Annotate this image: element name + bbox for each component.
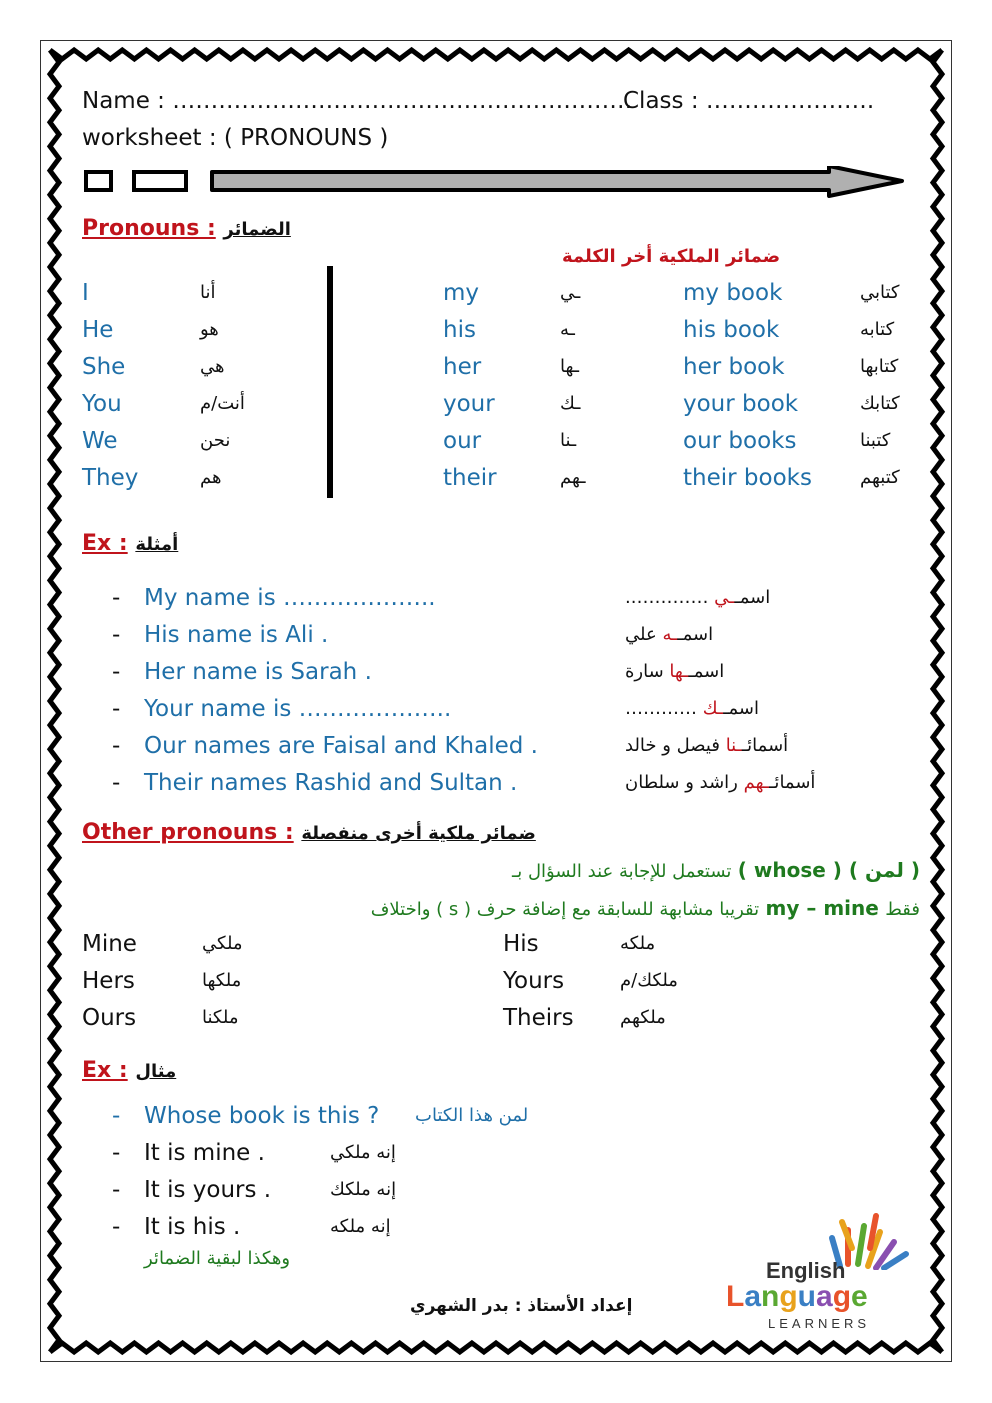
example-sentence-ar xyxy=(625,624,713,645)
example2-sentence-en: Whose book is this ? xyxy=(144,1103,380,1129)
subject-pronoun-ar: أنت/م xyxy=(200,393,245,414)
example2-sentence-ar: لمن هذا الكتاب xyxy=(415,1105,529,1126)
example-sentence-en: Their names Rashid and Sultan . xyxy=(144,770,518,796)
example-ar-rest: سارة xyxy=(625,661,670,682)
example-ar-suffix: ـي xyxy=(714,587,735,608)
subject-pronoun-ar: نحن xyxy=(200,430,231,451)
possessive-phrase: your book xyxy=(683,391,799,417)
possessive-phrase: our books xyxy=(683,428,797,454)
logo-letter: u xyxy=(797,1280,816,1313)
subject-pronoun-en: You xyxy=(82,391,122,417)
other-pronouns-heading-en: Other pronouns : xyxy=(82,820,294,845)
possessive-pronoun-ar: ملكهم xyxy=(620,1007,666,1028)
example-dash: - xyxy=(112,622,121,648)
border-zigzag-edge xyxy=(50,50,59,1352)
pronouns-heading-en: Pronouns : xyxy=(82,216,216,241)
example-ar-stem: اسمـ xyxy=(723,698,759,719)
example2-sentence-ar: إنه ملكي xyxy=(330,1142,396,1163)
example2-dash: - xyxy=(112,1140,121,1166)
possessive-pronoun-en: Yours xyxy=(503,968,565,994)
note-mine-en: my – mine xyxy=(765,896,879,920)
possessive-pronoun-ar: ملكها xyxy=(202,970,242,991)
example2-dash: - xyxy=(112,1177,121,1203)
example2-sentence-ar: إنه ملكك xyxy=(330,1179,397,1200)
possessive-adjective: their xyxy=(443,465,497,491)
pronouns-heading-ar: الضمائر xyxy=(223,219,291,240)
worksheet-page xyxy=(70,68,922,1334)
note-mine-ar: تقريبا مشابهة للسابقة مع إضافة حرف ( s ) واختلاف xyxy=(370,899,760,920)
logo-letter: a xyxy=(744,1280,762,1313)
example-sentence-en: Her name is Sarah . xyxy=(144,659,372,685)
examples1-heading xyxy=(82,531,178,556)
example-dash: - xyxy=(112,770,121,796)
logo-letter: g xyxy=(832,1280,852,1313)
subject-pronoun-en: I xyxy=(82,280,89,306)
possessive-adjective: my xyxy=(443,280,480,306)
possessive-arabic-word: كتابها xyxy=(860,356,899,377)
other-pronouns-heading-ar: ضمائر ملكية أخرى منفصلة xyxy=(301,823,536,844)
example-ar-rest: ………….. xyxy=(625,587,715,608)
example-ar-stem: أسمائـ xyxy=(741,735,789,756)
possessive-pronoun-ar: ملكه xyxy=(620,933,656,954)
example-sentence-en: Your name is ……………….. xyxy=(144,696,452,722)
example-ar-rest: فيصل و خالد xyxy=(625,735,726,756)
example-dash: - xyxy=(112,585,121,611)
note-whose xyxy=(512,858,920,882)
example-ar-suffix: ـه xyxy=(662,624,678,645)
arrow-graphic xyxy=(84,166,906,198)
possessive-adjective: your xyxy=(443,391,495,417)
example-ar-stem: اسمـ xyxy=(734,587,771,608)
note-whose-ar: تستعمل للإجابة عند السؤال بـ xyxy=(511,861,732,882)
example-ar-suffix: ـها xyxy=(669,661,689,682)
possessive-suffix: ـه xyxy=(560,319,575,340)
border-zigzag-edge xyxy=(50,1343,942,1352)
examples2-heading xyxy=(82,1058,176,1083)
example2-dash: - xyxy=(112,1103,121,1129)
subject-pronoun-ar: هم xyxy=(200,467,222,488)
example2-sentence-en: It is yours . xyxy=(144,1177,272,1203)
logo-line1: English xyxy=(766,1258,846,1283)
subject-pronoun-en: He xyxy=(82,317,114,343)
possessive-pronoun-ar: ملكنا xyxy=(202,1007,239,1028)
subject-pronoun-en: She xyxy=(82,354,126,380)
possessive-suffix: ـك xyxy=(560,393,581,414)
example-dash: - xyxy=(112,696,121,722)
possessive-title: ضمائر الملكية أخر الكلمة xyxy=(562,246,781,267)
example-sentence-ar xyxy=(625,698,759,719)
example-ar-stem: اسمـ xyxy=(688,661,725,682)
example2-dash: - xyxy=(112,1214,121,1240)
worksheet-title: worksheet : ( PRONOUNS ) xyxy=(82,125,389,151)
name-field[interactable]: Name : …………………………………………………… xyxy=(82,88,633,114)
possessive-arabic-word: كتابي xyxy=(860,282,900,303)
possessive-arabic-word: كتبنا xyxy=(860,430,891,451)
example-ar-suffix: ـهم xyxy=(743,772,770,793)
example-ar-suffix: ـنا xyxy=(725,735,742,756)
example-ar-rest: ………… xyxy=(625,698,703,719)
examples2-heading-en: Ex : xyxy=(82,1058,128,1083)
border-zigzag-edge xyxy=(50,50,942,59)
example-ar-stem: أسمائـ xyxy=(769,772,816,793)
english-language-learners-logo xyxy=(726,1208,922,1330)
closing-note: وهكذا لبقية الضمائر xyxy=(144,1248,291,1269)
logo-line2 xyxy=(726,1280,868,1314)
logo-line3: LEARNERS xyxy=(768,1316,871,1331)
subject-pronoun-ar: أنا xyxy=(200,282,216,303)
possessive-adjective: his xyxy=(443,317,476,343)
logo-letter: e xyxy=(851,1280,868,1313)
other-pronouns-heading xyxy=(82,820,536,845)
example2-sentence-ar: إنه ملكه xyxy=(330,1216,391,1237)
possessive-pronoun-en: Theirs xyxy=(503,1005,574,1031)
possessive-arabic-word: كتابك xyxy=(860,393,900,414)
example-ar-suffix: ـك xyxy=(702,698,724,719)
subject-pronoun-ar: هو xyxy=(200,319,219,340)
logo-letter: n xyxy=(761,1280,780,1313)
example-sentence-en: My name is ……………….. xyxy=(144,585,436,611)
logo-letter: L xyxy=(726,1280,745,1313)
possessive-phrase: her book xyxy=(683,354,785,380)
note-whose-en: ( whose ) ( لمن ) xyxy=(737,858,920,882)
example2-sentence-en: It is mine . xyxy=(144,1140,265,1166)
examples2-heading-ar: مثال xyxy=(135,1061,177,1082)
possessive-pronoun-en: Hers xyxy=(82,968,135,994)
possessive-pronoun-ar: ملكك/م xyxy=(620,970,678,991)
possessive-suffix: ـي xyxy=(560,282,581,303)
pronouns-heading xyxy=(82,216,291,241)
possessive-phrase: my book xyxy=(683,280,783,306)
example-sentence-en: His name is Ali . xyxy=(144,622,329,648)
possessive-phrase: their books xyxy=(683,465,812,491)
subject-pronoun-en: They xyxy=(82,465,139,491)
example2-sentence-en: It is his . xyxy=(144,1214,241,1240)
logo-letter: g xyxy=(779,1280,798,1313)
border-zigzag-edge xyxy=(933,50,942,1352)
note-mine-tail: فقط xyxy=(885,899,920,920)
example-sentence-ar xyxy=(625,587,770,608)
example-dash: - xyxy=(112,733,121,759)
possessive-adjective: her xyxy=(443,354,482,380)
example-ar-stem: اسمـ xyxy=(677,624,714,645)
example-sentence-ar xyxy=(625,735,788,756)
subject-pronoun-ar: هي xyxy=(200,356,225,377)
author-credit: إعداد الأستاذ : بدر الشهري xyxy=(410,1296,633,1316)
examples1-heading-en: Ex : xyxy=(82,531,128,556)
possessive-suffix: ـها xyxy=(560,356,580,377)
example-sentence-ar xyxy=(625,772,815,793)
possessive-adjective: our xyxy=(443,428,482,454)
possessive-suffix: ـهم xyxy=(560,467,586,488)
possessive-arabic-word: كتبهم xyxy=(860,467,900,488)
logo-letter: a xyxy=(816,1280,833,1313)
possessive-pronoun-en: Mine xyxy=(82,931,137,957)
example-ar-rest: راشد و سلطان xyxy=(625,772,744,793)
possessive-pronoun-en: Ours xyxy=(82,1005,137,1031)
column-divider xyxy=(327,266,333,498)
possessive-arabic-word: كتابه xyxy=(860,319,895,340)
example-dash: - xyxy=(112,659,121,685)
examples1-heading-ar: أمثلة xyxy=(135,534,179,555)
possessive-pronoun-en: His xyxy=(503,931,539,957)
possessive-pronoun-ar: ملكي xyxy=(202,933,243,954)
example-sentence-ar xyxy=(625,661,724,682)
example-sentence-en: Our names are Faisal and Khaled . xyxy=(144,733,538,759)
example-ar-rest: علي xyxy=(625,624,663,645)
possessive-suffix: ـنا xyxy=(560,430,577,451)
note-mine xyxy=(371,896,920,920)
class-field[interactable]: Class : …………………. xyxy=(623,88,875,114)
subject-pronoun-en: We xyxy=(82,428,118,454)
possessive-phrase: his book xyxy=(683,317,780,343)
